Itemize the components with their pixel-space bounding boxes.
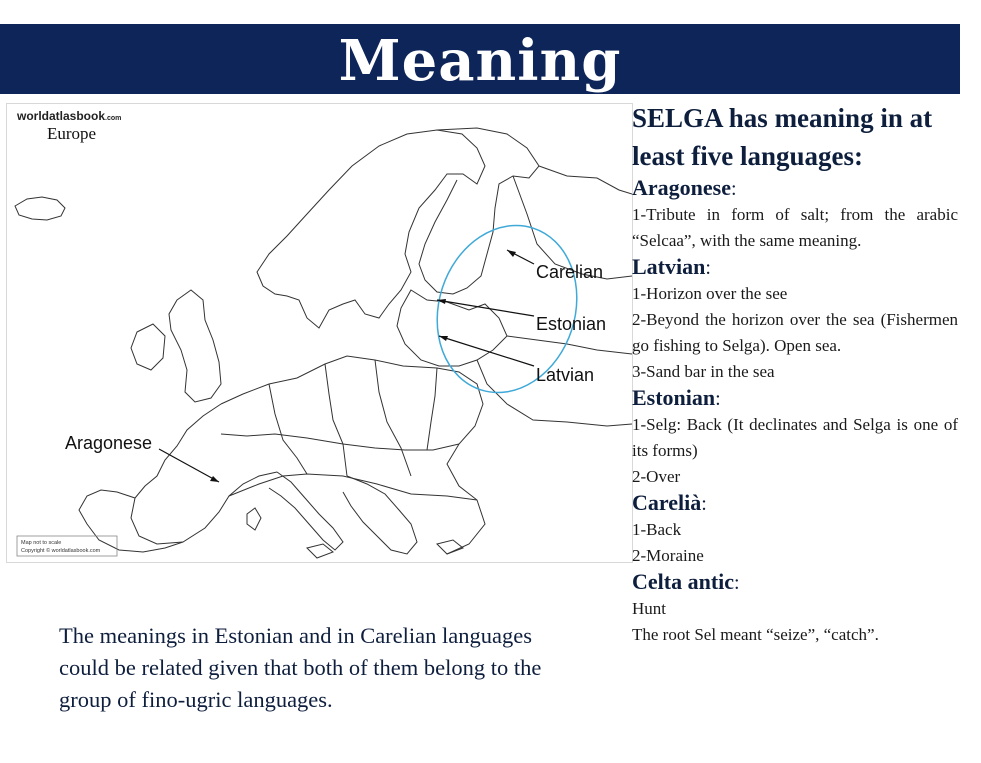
map-region-title: Europe <box>47 124 97 143</box>
lang-name: Estonian <box>632 385 716 410</box>
brand-suffix: .com <box>105 115 122 122</box>
label-latvian: Latvian <box>536 365 595 385</box>
map-scale-note: Map not to scale <box>21 540 62 546</box>
meaning-line: 1-Horizon over the see <box>632 284 788 303</box>
meaning-line: 1-Tribute in form of salt; from the arabic “Selcaa”, with the same meaning. <box>632 205 958 250</box>
lang-carelia <box>632 490 958 569</box>
lang-aragonese <box>632 175 958 254</box>
lang-colon: : <box>734 572 740 594</box>
lang-colon: : <box>701 493 707 515</box>
lang-name: Latvian <box>632 254 706 279</box>
lang-name: Aragonese <box>632 175 731 200</box>
meaning-line: Hunt <box>632 599 666 618</box>
europe-map <box>6 103 633 563</box>
meaning-line: 2-Over <box>632 467 681 486</box>
latvian-arrow <box>439 336 534 366</box>
meaning-line: 2-Moraine <box>632 546 704 565</box>
aragonese-arrow <box>159 449 219 482</box>
lang-celta-antic <box>632 569 958 648</box>
lang-colon: : <box>730 178 737 200</box>
meanings-column <box>632 99 958 648</box>
estonian-arrow <box>437 300 534 316</box>
meaning-line: The root Sel meant “seize”, “catch”. <box>632 625 879 644</box>
meaning-line: 3-Sand bar in the sea <box>632 362 775 381</box>
map-brand <box>17 109 121 123</box>
slide-title: Meaning <box>338 28 622 94</box>
lang-estonian <box>632 385 958 490</box>
lang-name: Celta antic <box>632 569 735 594</box>
label-carelian: Carelian <box>536 262 604 282</box>
label-estonian: Estonian <box>536 314 607 334</box>
lang-name: Carelià <box>632 490 702 515</box>
meaning-line: 1-Selg: Back (It declinates and Selga is one of its forms) <box>632 415 958 460</box>
lang-colon: : <box>705 257 711 279</box>
meaning-line: 2-Beyond the horizon over the sea (Fishermen go fishing to Selga). Open sea. <box>632 310 958 355</box>
lang-colon: : <box>715 388 721 410</box>
map-copyright-note: Copyright © worldatlasbook.com <box>21 548 101 554</box>
meaning-line: 1-Back <box>632 520 682 539</box>
label-aragonese: Aragonese <box>65 433 153 453</box>
brand-main: worldatlasbook <box>17 109 106 123</box>
lang-latvian <box>632 254 958 385</box>
bottom-note: The meanings in Estonian and in Carelian languages could be related given that both of them belong to the group of fino-ugric languages. <box>59 623 542 712</box>
meanings-heading: SELGA has meaning in at least five languages: <box>632 103 933 171</box>
